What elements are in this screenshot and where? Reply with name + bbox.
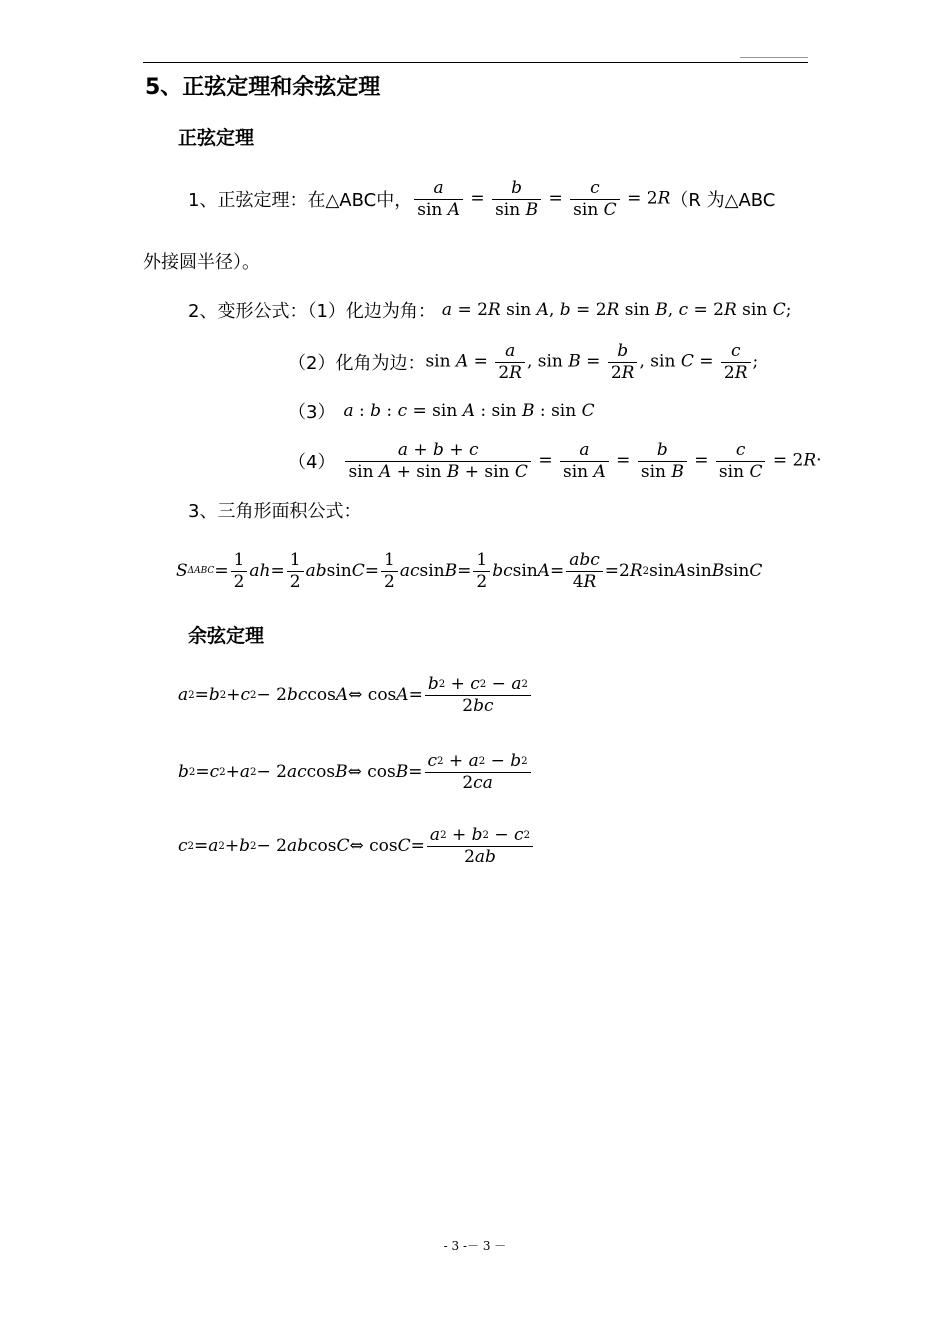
deform-formula-3: a : b : c = sin A : sin B : sin C: [343, 401, 595, 421]
deform-label: 2、变形公式：（1）化边为角：: [188, 301, 436, 322]
area-label: 3、三角形面积公式：: [188, 501, 362, 522]
section-title: 5、正弦定理和余弦定理: [145, 75, 381, 100]
sine-law-line: [188, 170, 775, 228]
deform-item2-label: （2）化角为边：: [288, 353, 426, 374]
deform-item-2: [288, 337, 758, 387]
sine-law-prefix: 1、正弦定理：在△ABC中，: [188, 190, 413, 211]
deform-formula-4: $\frac{a + b + c}{\text{sin A + sin B + sin C}}$ = $\frac{a}{\text{sin A}}$ = $\frac{b}{\text{sin B}}$ = $\frac{c}{\text{sin C}}$ = 2R·: [343, 440, 821, 482]
cosine-law-c: c 2 = a 2 + b 2 − 2 ab cos C ⇔ cos C = $\frac{a^2 + b^2 - c^2}{2ab}$: [178, 818, 535, 874]
deform-formula-1: a = 2R sin A, b = 2R sin B, c = 2R sin C;: [441, 300, 792, 320]
sine-law-heading: 正弦定理: [178, 127, 255, 149]
header-rule: [143, 62, 808, 63]
deform-item3-label: （3）: [288, 402, 336, 423]
sine-law-suffix: （R 为△ABC: [670, 190, 776, 211]
cosine-law-a: a 2 = b 2 + c 2 − 2 bc cos A ⇔ cos A = $\frac{b^2 + c^2 - a^2}{2bc}$: [178, 667, 533, 723]
header-short-rule: [740, 57, 808, 58]
deform-item-3: [288, 398, 595, 424]
cosine-law-heading: 余弦定理: [188, 625, 265, 647]
sine-law-formula: $\frac{a}{\text{sin A}}$ = $\frac{b}{\text{sin B}}$ = $\frac{c}{\text{sin C}}$ = 2R: [412, 178, 670, 220]
deform-item-1: [188, 297, 791, 323]
deform-item-4: [288, 436, 822, 486]
deform-item4-label: （4）: [288, 452, 336, 473]
deform-formula-2: sin A = $\frac{a}{2R}$ , sin B = $\frac{b}{2R}$ , sin C = $\frac{c}{2R}$ ;: [425, 341, 759, 383]
sine-law-continuation: 外接圆半径）。: [143, 252, 260, 273]
cosine-law-b: b 2 = c 2 + a 2 − 2 ac cos B ⇔ cos B = $\frac{c^2 + a^2 - b^2}{2ca}$: [178, 744, 533, 800]
area-formula: S ΔABC = $\frac{1}{2}$ ah = $\frac{1}{2}$ ab sin C = $\frac{1}{2}$ ac sin B = $\frac{1}{2}$ bc sin A = $\frac{\text{abc}}{4R}$ =2 R 2 sin A sin B sin C: [176, 550, 763, 592]
page-footer: - 3 -－ 3 －: [443, 1239, 507, 1253]
